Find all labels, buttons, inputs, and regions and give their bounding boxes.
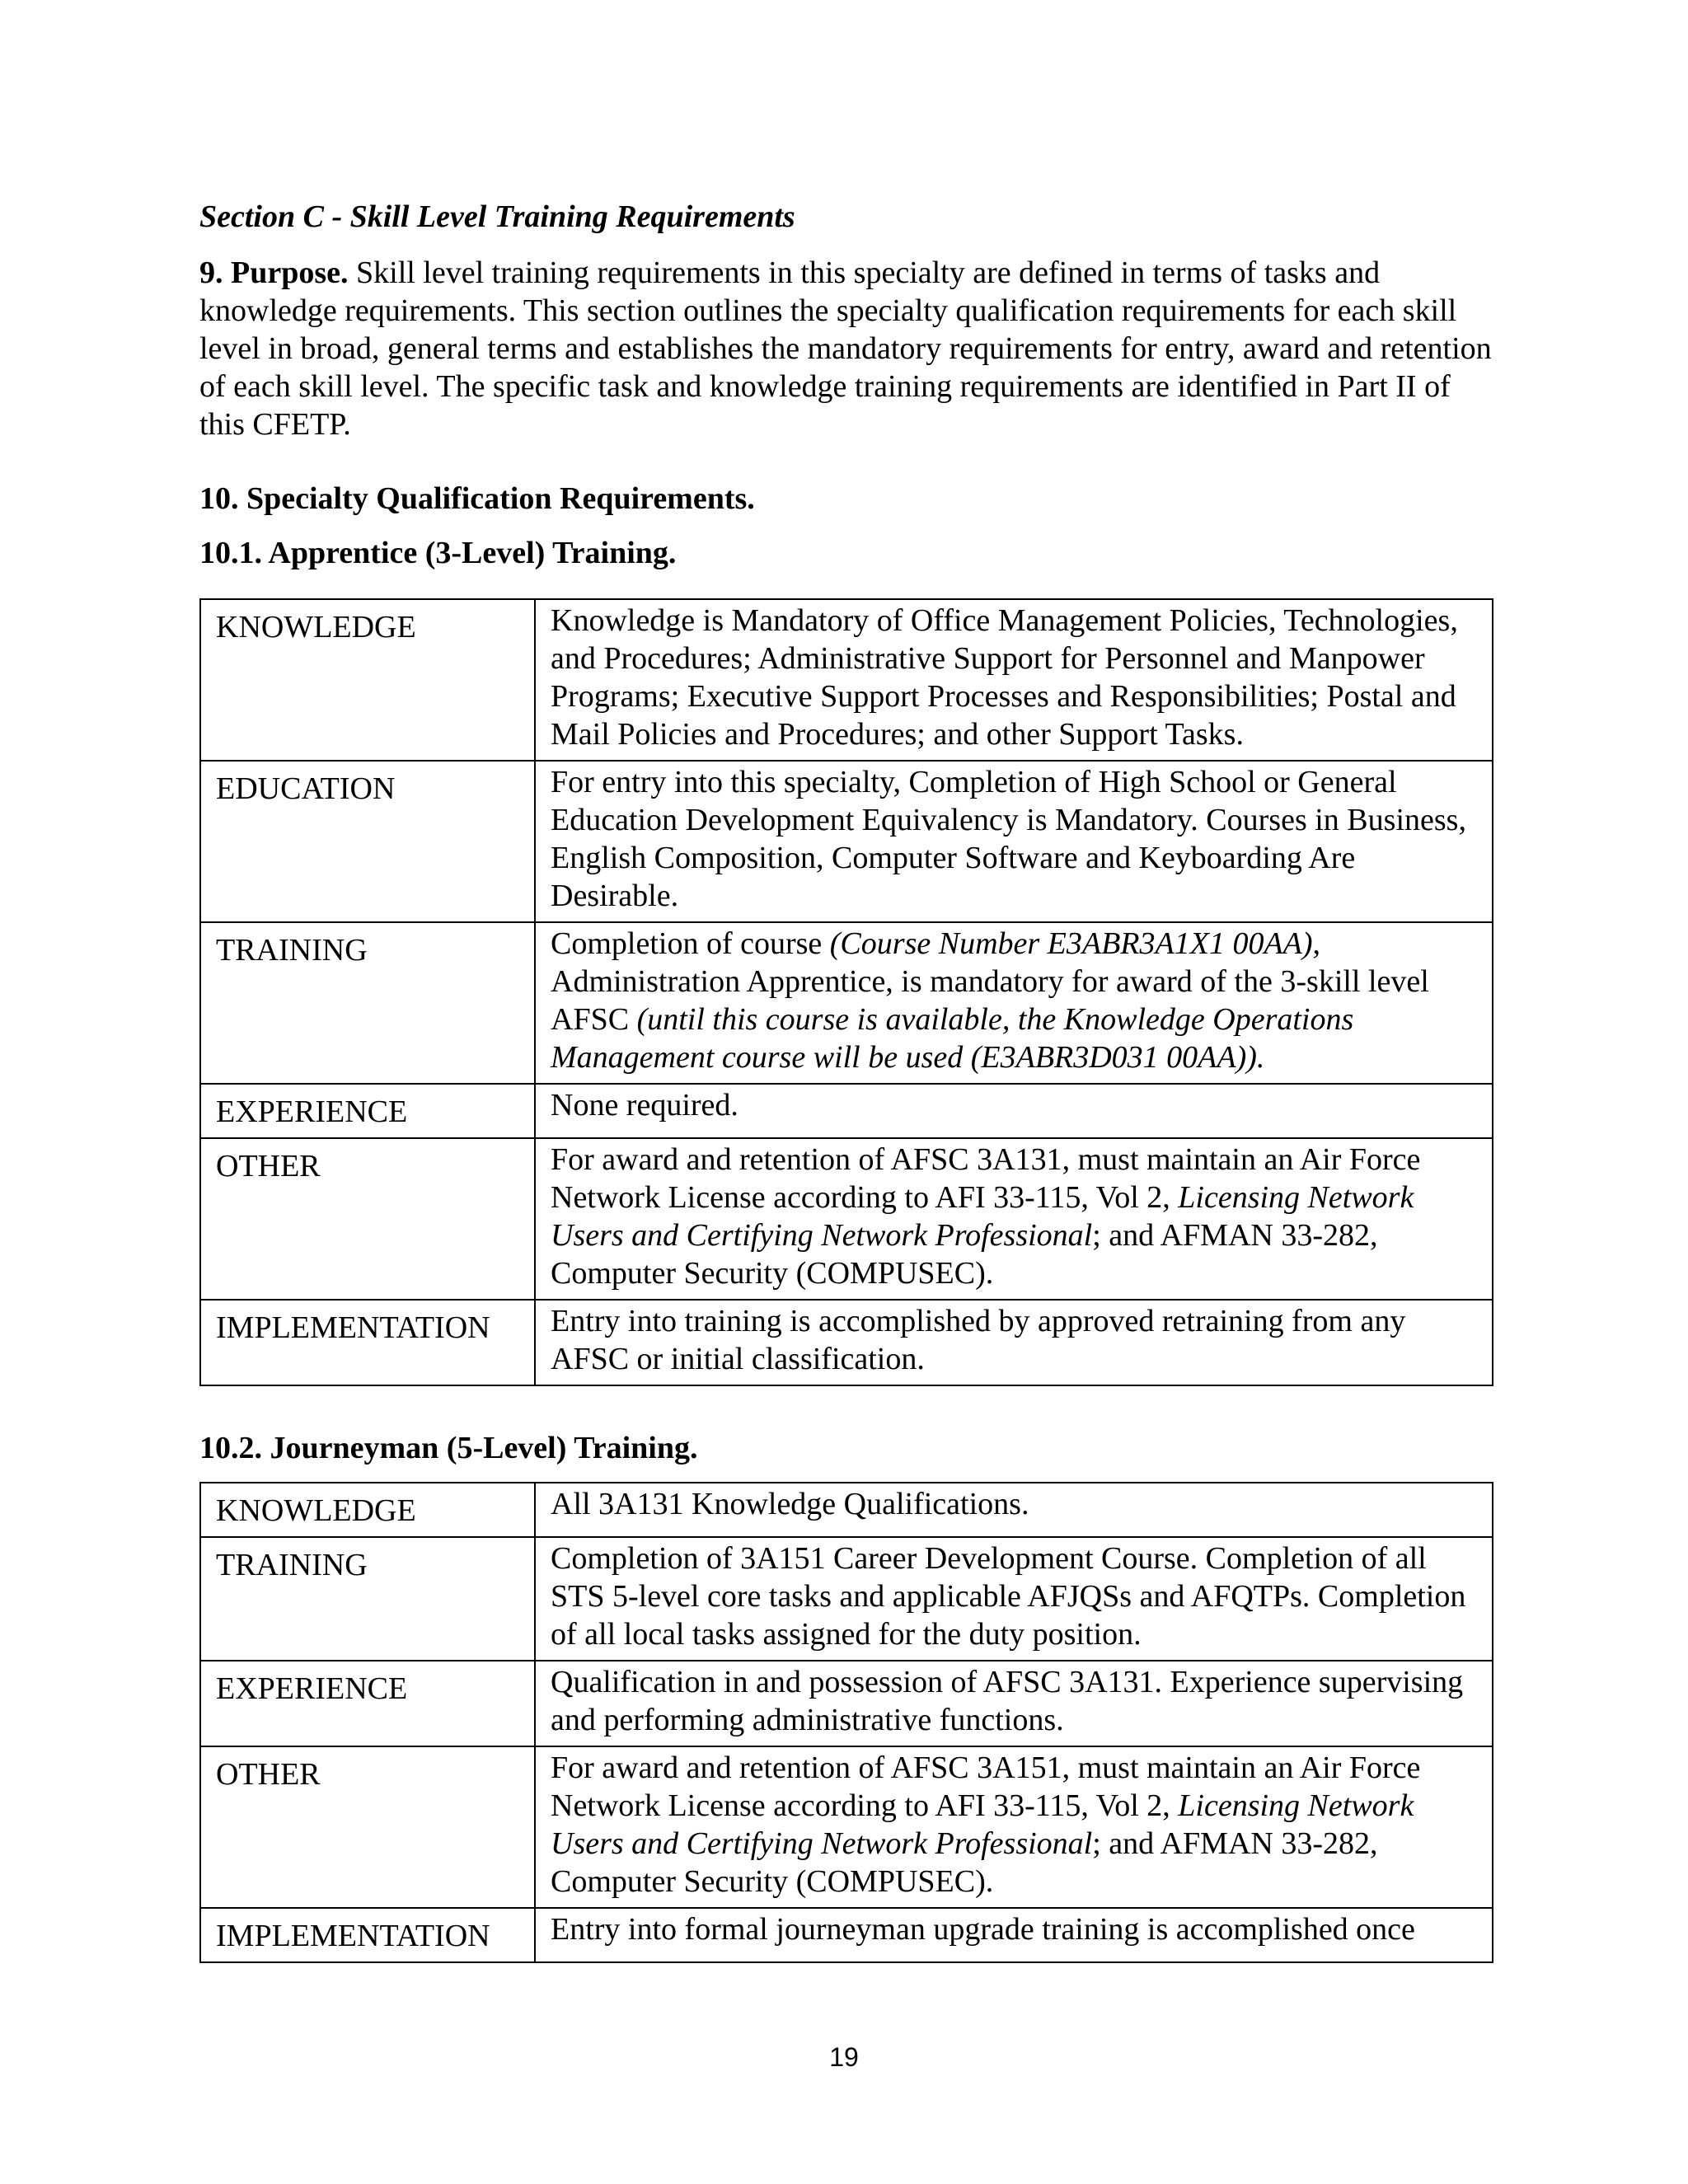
requirement-value [535, 922, 1493, 1084]
page-content [199, 198, 1495, 1963]
section-title: Section C - Skill Level Training Requirements [199, 199, 795, 234]
requirement-label: IMPLEMENTATION [200, 1908, 535, 1962]
requirement-label: OTHER [200, 1746, 535, 1908]
requirement-value [535, 1138, 1493, 1300]
requirement-value [535, 1300, 1493, 1385]
requirement-text: All 3A131 Knowledge Qualifications. [551, 1487, 1029, 1521]
requirement-label: TRAINING [200, 922, 535, 1084]
purpose-text: Skill level training requirements in this specialty are defined in terms of tasks and knowledge requirements. This section outlines the specialty qualification requirements for each skill level in broad, general terms and establishes the mandatory requirements for entry, award and retention of each skill level. The specific task and knowledge training requirements are identified in Part II of this CFETP. [199, 255, 1492, 442]
requirement-value [535, 1483, 1493, 1537]
page-number: 19 [829, 2042, 859, 2072]
requirement-label: EXPERIENCE [200, 1084, 535, 1138]
heading-journeyman-training: 10.2. Journeyman (5-Level) Training. [199, 1431, 698, 1465]
requirement-value [535, 1661, 1493, 1746]
requirement-row-experience [200, 1661, 1493, 1746]
requirement-text: Entry into formal journeyman upgrade training is accomplished once [551, 1912, 1415, 1947]
requirement-text: For award and retention of AFSC 3A131, must maintain an Air Force Network License according to AFI 33-115, Vol 2, [551, 1142, 1421, 1215]
heading-specialty-qualification: 10. Specialty Qualification Requirements. [199, 481, 755, 516]
requirement-text: ; and AFMAN 33-282, Computer Security (COMPUSEC). [551, 1218, 1378, 1291]
purpose-paragraph [199, 254, 1495, 443]
requirement-label: EXPERIENCE [200, 1661, 535, 1746]
requirement-text: Entry into training is accomplished by approved retraining from any AFSC or initial classification. [551, 1304, 1406, 1376]
requirement-row-training [200, 1537, 1493, 1661]
requirement-row-implementation [200, 1300, 1493, 1385]
requirement-text-italic: (Course Number E3ABR3A1X1 00AA) [829, 926, 1313, 961]
requirement-text: ; and AFMAN 33-282, Computer Security (COMPUSEC). [551, 1826, 1378, 1899]
requirement-row-knowledge [200, 1483, 1493, 1537]
requirement-text: For entry into this specialty, Completion of High School or General Education Development Equivalency is Mandatory. Courses in Business, English Composition, Computer Software and Keyboarding Are Desirable. [551, 765, 1466, 913]
requirement-row-other [200, 1746, 1493, 1908]
apprentice-requirements-table [199, 598, 1493, 1386]
requirement-text: , Administration Apprentice, is mandatory for award of the 3-skill level AFSC [551, 926, 1429, 1037]
requirement-label: OTHER [200, 1138, 535, 1300]
requirement-label: EDUCATION [200, 761, 535, 922]
requirement-label: IMPLEMENTATION [200, 1300, 535, 1385]
requirement-value [535, 1746, 1493, 1908]
requirement-value [535, 761, 1493, 922]
requirement-value [535, 1084, 1493, 1138]
requirement-text-italic: Licensing Network Users and Certifying Network Professional [551, 1180, 1414, 1253]
requirement-text: Qualification in and possession of AFSC 3A131. Experience supervising and performing administrative functions. [551, 1665, 1464, 1737]
requirement-value [535, 599, 1493, 761]
requirement-value [535, 1908, 1493, 1962]
journeyman-requirements-table [199, 1482, 1493, 1963]
requirement-row-education [200, 761, 1493, 922]
requirement-value [535, 1537, 1493, 1661]
requirement-text: Completion of 3A151 Career Development Course. Completion of all STS 5-level core tasks and applicable AFJQSs and AFQTPs. Completion of all local tasks assigned for the duty position. [551, 1541, 1466, 1652]
requirement-text: Completion of course [551, 926, 830, 961]
requirement-text: None required. [551, 1088, 738, 1122]
requirement-text: Knowledge is Mandatory of Office Management Policies, Technologies, and Procedures; Administrative Support for Personnel and Manpower Programs; Executive Support Processes and Responsibilities; Postal and Mail Policies and Procedures; and other Support Tasks. [551, 603, 1458, 752]
requirement-row-experience [200, 1084, 1493, 1138]
requirement-row-knowledge [200, 599, 1493, 761]
requirement-row-other [200, 1138, 1493, 1300]
heading-apprentice-training: 10.1. Apprentice (3-Level) Training. [199, 536, 677, 570]
requirement-row-implementation [200, 1908, 1493, 1962]
requirement-text: For award and retention of AFSC 3A151, must maintain an Air Force Network License according to AFI 33-115, Vol 2, [551, 1750, 1421, 1823]
requirement-text-italic: (until this course is available, the Knowledge Operations Management course will be used (E3ABR3D031 00AA)). [551, 1002, 1354, 1075]
purpose-lead: 9. Purpose. [199, 255, 349, 290]
requirement-label: KNOWLEDGE [200, 1483, 535, 1537]
requirement-text-italic: Licensing Network Users and Certifying Network Professional [551, 1788, 1414, 1861]
requirement-row-training [200, 922, 1493, 1084]
requirement-label: TRAINING [200, 1537, 535, 1661]
requirement-label: KNOWLEDGE [200, 599, 535, 761]
